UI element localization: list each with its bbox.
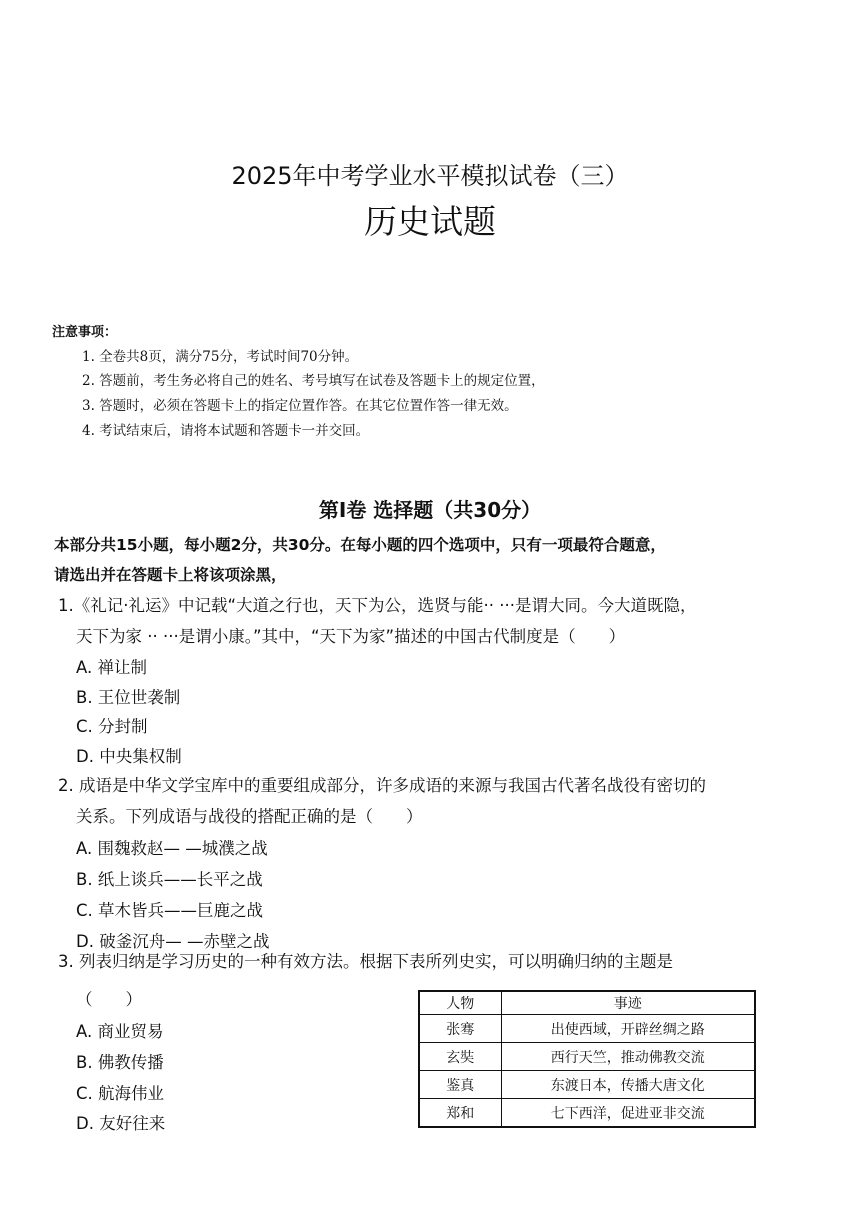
table-cell-person: 郑和 [419,1099,501,1128]
question-3-option-b: B. 佛教传播 [76,1053,164,1072]
table-header-row [419,991,755,1015]
question-3-stem: 3. 列表归纳是学习历史的一种有效方法。根据下表所列史实，可以明确归纳的主题是 [58,952,673,971]
question-2-stem: 2. 成语是中华文学宝库中的重要组成部分，许多成语的来源与我国古代著名战役有密切的 [58,776,706,795]
question-2-option-a: A. 围魏救赵— —城濮之战 [76,839,268,858]
table-cell-person: 张骞 [419,1015,501,1043]
question-2-option-c: C. 草木皆兵——巨鹿之战 [76,901,264,920]
table-row [419,1015,755,1043]
table-cell-deed: 西行天竺，推动佛教交流 [501,1043,755,1071]
table-cell-person: 玄奘 [419,1043,501,1071]
exam-title: 2025年中考学业水平模拟试卷（三） [231,162,629,190]
section-title: 第Ⅰ卷 选择题（共30分） [318,498,542,522]
table-cell-deed: 出使西域，开辟丝绸之路 [501,1015,755,1043]
section-intro: 本部分共15小题，每小题2分，共30分。在每小题的四个选项中，只有一项最符合题意， [54,536,666,554]
table-cell-deed: 东渡日本，传播大唐文化 [501,1071,755,1099]
question-3-stem: （ ） [76,990,142,1009]
table-cell-deed: 七下西洋，促进亚非交流 [501,1099,755,1128]
question-1-stem: 天下为家 ·· ···是谓小康。”其中，“天下为家”描述的中国古代制度是（ ） [76,627,626,646]
question-2-option-d: D. 破釜沉舟— —赤壁之战 [76,932,270,951]
table-row [419,1071,755,1099]
question-1-option-c: C. 分封制 [76,717,148,736]
question-3-option-c: C. 航海伟业 [76,1084,165,1103]
note-item: 3. 答题时，必须在答题卡上的指定位置作答。在其它位置作答一律无效。 [82,398,518,414]
question-1-option-b: B. 王位世袭制 [76,688,181,707]
note-item: 1. 全卷共8页，满分75分，考试时间70分钟。 [82,349,359,365]
table-row [419,1099,755,1128]
note-item: 4. 考试结束后，请将本试题和答题卡一并交回。 [82,423,370,439]
question-2-option-b: B. 纸上谈兵——长平之战 [76,870,263,889]
question-3-option-a: A. 商业贸易 [76,1022,164,1041]
history-figures-table [418,990,756,1128]
question-1-option-a: A. 禅让制 [76,658,147,677]
table-cell-person: 鉴真 [419,1071,501,1099]
table-row [419,1043,755,1071]
question-1-option-d: D. 中央集权制 [76,747,182,766]
note-item: 2. 答题前，考生务必将自己的姓名、考号填写在试卷及答题卡上的规定位置， [82,373,545,389]
question-3-option-d: D. 友好往来 [76,1114,166,1133]
question-1-stem: 1.《礼记·礼运》中记载“大道之行也，天下为公，选贤与能·· ···是谓大同。今大道既隐， [58,596,697,615]
table-header-cell: 人物 [419,991,501,1015]
subject-title: 历史试题 [364,202,496,241]
table-header-cell: 事迹 [501,991,755,1015]
question-2-stem: 关系。下列成语与战役的搭配正确的是（ ） [76,807,423,826]
notes-heading: 注意事项： [52,325,118,340]
section-intro: 请选出并在答题卡上将该项涂黑， [54,566,287,584]
